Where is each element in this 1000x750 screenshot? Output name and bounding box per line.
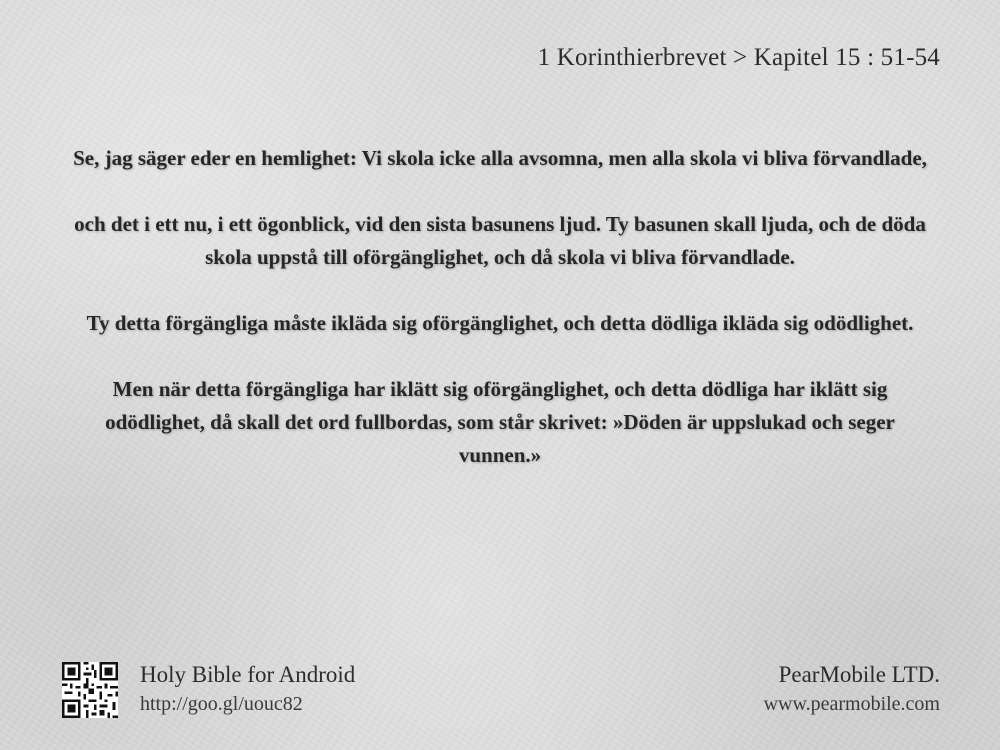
verse-54: Men när detta förgängliga har iklätt sig oförgänglighet, och detta dödliga har iklätt sig odödlighet, då skall det ord fullbordas, som står skrivet: »Döden är uppslukad och seger vunnen.»: [105, 377, 895, 467]
company-name: PearMobile LTD.: [778, 662, 940, 687]
app-info: [140, 660, 355, 718]
scripture-passage: [70, 142, 930, 472]
page-title: 1 Korinthierbrevet > Kapitel 15 : 51-54: [537, 44, 940, 71]
app-link[interactable]: http://goo.gl/uouc82: [140, 693, 303, 715]
qr-code-icon: [62, 662, 118, 718]
publisher-info: [764, 660, 940, 718]
app-name: Holy Bible for Android: [140, 662, 356, 687]
verse-53: Ty detta förgängliga måste ikläda sig oförgänglighet, och detta dödliga ikläda sig odödlighet.: [86, 311, 914, 335]
verse-52: och det i ett nu, i ett ögonblick, vid den sista basunens ljud. Ty basunen skall ljuda, och de döda skola uppstå till oförgänglighet, och då skola vi bliva förvandlade.: [74, 212, 926, 269]
company-website-link[interactable]: www.pearmobile.com: [763, 693, 940, 715]
verse-51: Se, jag säger eder en hemlighet: Vi skola icke alla avsomna, men alla skola vi bliva förvandlade,: [73, 146, 927, 170]
qr-code-graphic: [62, 662, 118, 718]
